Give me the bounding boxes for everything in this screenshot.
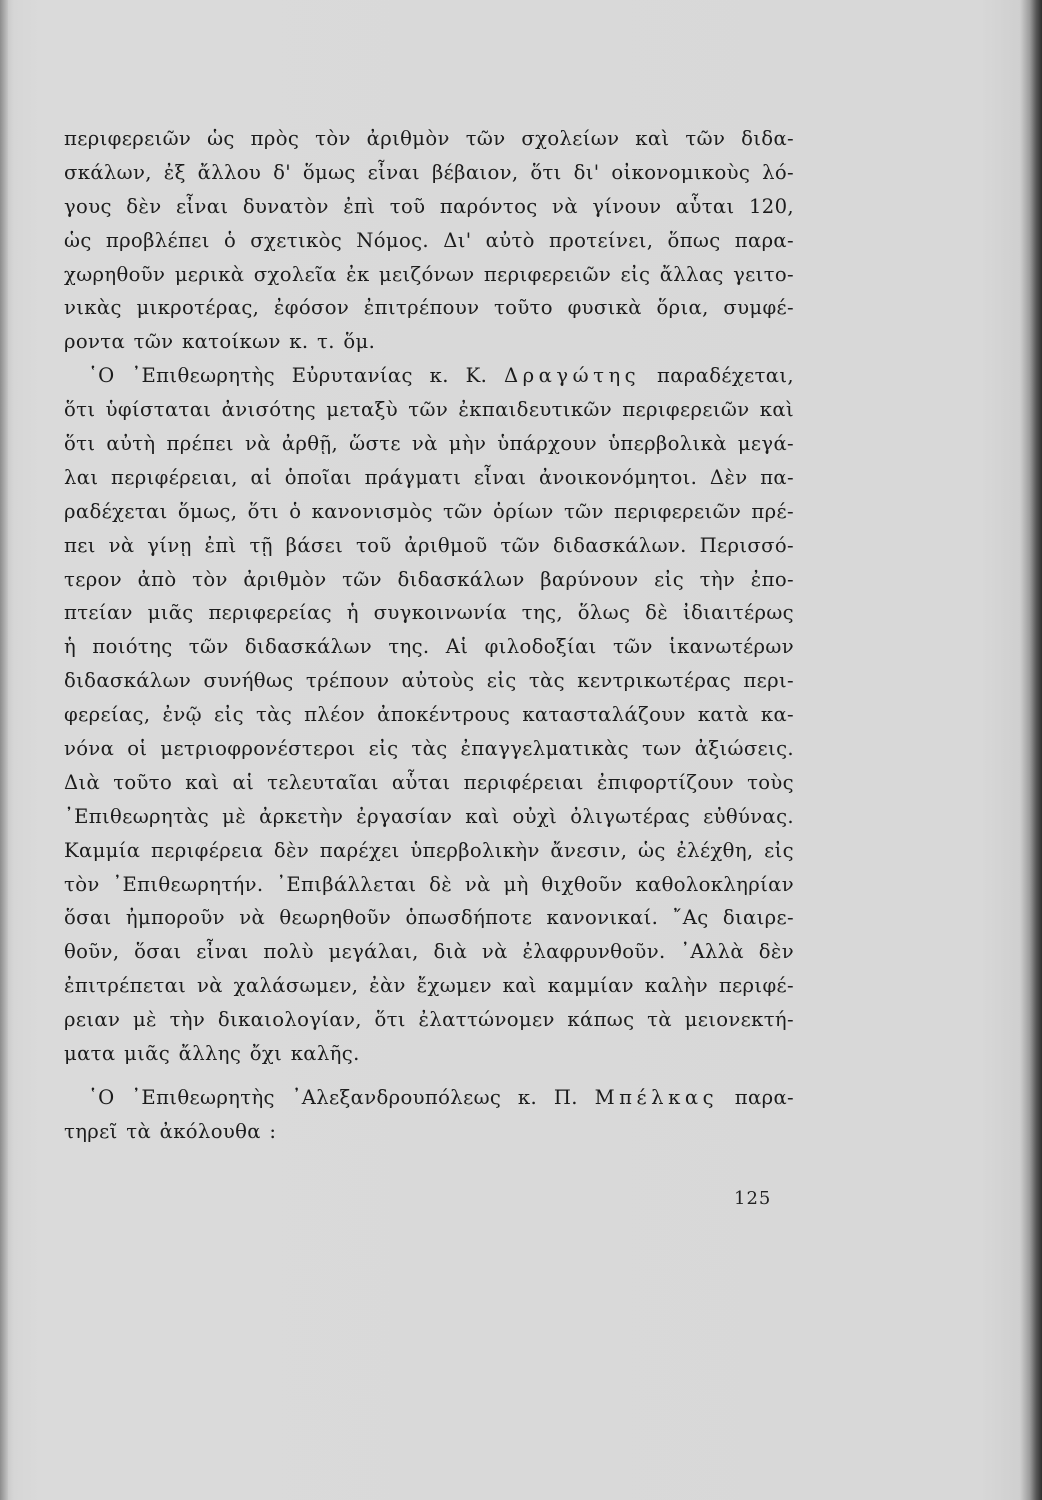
text-line: νόνα οἱ μετριοφρονέστεροι εἰς τὰς ἐπαγγελματικὰς των ἀξιώσεις.: [64, 737, 794, 761]
text-line: ἡ ποιότης τῶν διδασκάλων της. Αἱ φιλοδοξίαι τῶν ἱκανωτέρων: [64, 635, 794, 659]
line-prefix: ῾Ο ᾿Επιθεωρητὴς Εὐρυτανίας κ. Κ.: [88, 364, 505, 388]
text-line: ραδέχεται ὅμως, ὅτι ὁ κανονισμὸς τῶν ὁρίων τῶν περιφερειῶν πρέ-: [64, 499, 794, 523]
paragraph-opening-line: [64, 359, 794, 393]
text-line: ροντα τῶν κατοίκων κ. τ. ὅμ.: [64, 330, 376, 354]
text-line: νικὰς μικροτέρας, ἐφόσον ἐπιτρέπουν τοῦτο φυσικὰ ὅρια, συμφέ-: [64, 296, 794, 320]
text-line: ρειαν μὲ τὴν δικαιολογίαν, ὅτι ἐλαττώνομεν κάπως τὰ μειονεκτή-: [64, 1008, 794, 1032]
text-line: χωρηθοῦν μερικὰ σχολεῖα ἐκ μειζόνων περιφερειῶν εἰς ἄλλας γειτο-: [64, 262, 794, 286]
line-suffix: παραδέχεται,: [640, 364, 794, 388]
text-line: ὅσαι ἠμποροῦν νὰ θεωρηθοῦν ὁπωσδήποτε κανονικαί. ῎Ας διαιρε-: [64, 906, 794, 930]
text-line: ὡς προβλέπει ὁ σχετικὸς Νόμος. Δι' αὐτὸ προτείνει, ὅπως παρα-: [64, 228, 794, 252]
paragraph-opening-line: [64, 1081, 794, 1115]
text-line: περιφερειῶν ὡς πρὸς τὸν ἀριθμὸν τῶν σχολείων καὶ τῶν διδα-: [64, 127, 794, 150]
text-line: σκάλων, ἐξ ἄλλου δ' ὅμως εἶναι βέβαιον, ὅτι δι' οἰκονομικοὺς λό-: [64, 160, 794, 184]
text-line: θοῦν, ὅσαι εἶναι πολὺ μεγάλαι, διὰ νὰ ἐλαφρυνθοῦν. ᾿Αλλὰ δὲν: [64, 940, 794, 964]
line-prefix: ῾Ο ᾿Επιθεωρητὴς ᾿Αλεξανδρουπόλεως κ. Π.: [88, 1085, 595, 1109]
text-line: ὅτι ὑφίσταται ἀνισότης μεταξὺ τῶν ἐκπαιδευτικῶν περιφερειῶν καὶ: [64, 398, 794, 422]
inspector-name: Δραγώτης: [504, 364, 641, 388]
text-line: πτείαν μιᾶς περιφερείας ἡ συγκοινωνία της, ὅλως δὲ ἰδιαιτέρως: [64, 601, 794, 625]
text-line: τηρεῖ τὰ ἀκόλουθα :: [64, 1119, 277, 1143]
body-text: [64, 122, 794, 1149]
page-number: 125: [734, 1188, 772, 1209]
page-left-edge: [0, 0, 8, 1500]
line-suffix: παρα-: [718, 1085, 794, 1109]
text-line: διδασκάλων συνήθως τρέπουν αὐτοὺς εἰς τὰς κεντρικωτέρας περι-: [64, 669, 794, 693]
text-line: πει νὰ γίνῃ ἐπὶ τῇ βάσει τοῦ ἀριθμοῦ τῶν διδασκάλων. Περισσό-: [64, 533, 794, 557]
text-line: Διὰ τοῦτο καὶ αἱ τελευταῖαι αὗται περιφέρειαι ἐπιφορτίζουν τοὺς: [64, 770, 794, 794]
text-line: λαι περιφέρειαι, αἱ ὁποῖαι πράγματι εἶναι ἀνοικονόμητοι. Δὲν πα-: [64, 465, 794, 489]
inspector-name: Μπέλκας: [594, 1085, 719, 1109]
text-line: τερον ἀπὸ τὸν ἀριθμὸν τῶν διδασκάλων βαρύνουν εἰς τὴν ἐπο-: [64, 567, 794, 591]
text-line: γους δὲν εἶναι δυνατὸν ἐπὶ τοῦ παρόντος νὰ γίνουν αὗται 120,: [64, 194, 794, 218]
text-line: ματα μιᾶς ἄλλης ὄχι καλῆς.: [64, 1042, 360, 1066]
text-line: τὸν ᾿Επιθεωρητήν. ᾿Επιβάλλεται δὲ νὰ μὴ θιχθοῦν καθολοκληρίαν: [64, 872, 794, 896]
text-line: φερείας, ἐνῷ εἰς τὰς πλέον ἀποκέντρους κατασταλάζουν κατὰ κα-: [64, 703, 794, 727]
text-line: Καμμία περιφέρεια δὲν παρέχει ὑπερβολικὴν ἄνεσιν, ὡς ἐλέχθη, εἰς: [64, 838, 794, 862]
text-line: ἐπιτρέπεται νὰ χαλάσωμεν, ἐὰν ἔχωμεν καὶ καμμίαν καλὴν περιφέ-: [64, 974, 794, 998]
text-line: ᾿Επιθεωρητὰς μὲ ἀρκετὴν ἐργασίαν καὶ οὐχὶ ὀλιγωτέρας εὐθύνας.: [64, 804, 794, 828]
text-line: ὅτι αὐτὴ πρέπει νὰ ἀρθῇ, ὥστε νὰ μὴν ὑπάρχουν ὑπερβολικὰ μεγά-: [64, 432, 794, 456]
